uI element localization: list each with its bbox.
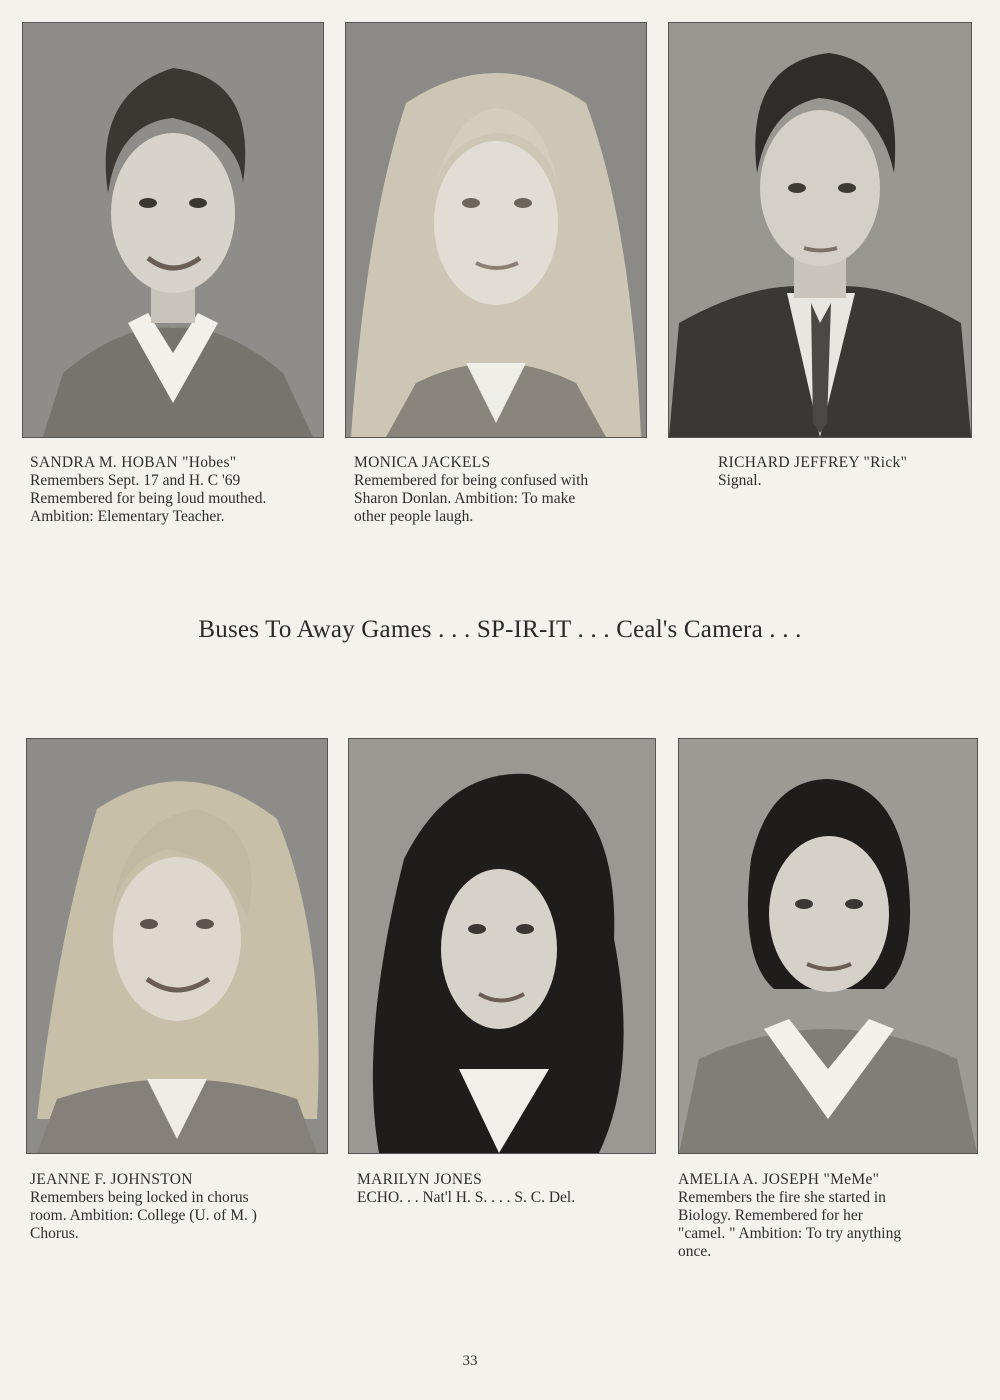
student-note: Remembered for being loud mouthed.	[30, 490, 267, 507]
page-banner: Buses To Away Games . . . SP-IR-IT . . . Ceal's Camera . . .	[198, 616, 802, 643]
student-note: Chorus.	[30, 1225, 79, 1242]
student-note: once.	[678, 1243, 712, 1260]
student-photo-joseph	[678, 738, 978, 1154]
caption-jackels	[354, 454, 588, 526]
student-note: Biology. Remembered for her	[678, 1207, 863, 1224]
student-photo-hoban	[22, 22, 324, 438]
caption-jones	[357, 1171, 575, 1207]
student-note: room. Ambition: College (U. of M. )	[30, 1207, 257, 1224]
student-note: Sharon Donlan. Ambition: To make	[354, 490, 576, 507]
student-name: JEANNE F. JOHNSTON	[30, 1171, 193, 1188]
student-note: Ambition: Elementary Teacher.	[30, 508, 225, 525]
student-note: Remembered for being confused with	[354, 472, 589, 489]
student-note: Remembers Sept. 17 and H. C '69	[30, 472, 241, 489]
student-name: MARILYN JONES	[357, 1171, 483, 1188]
student-note: Remembers the fire she started in	[678, 1189, 886, 1206]
student-note: other people laugh.	[354, 508, 474, 525]
caption-hoban	[30, 454, 266, 526]
student-name: AMELIA A. JOSEPH "MeMe"	[678, 1171, 880, 1188]
student-note: Signal.	[718, 472, 762, 489]
student-name: RICHARD JEFFREY "Rick"	[718, 454, 908, 471]
caption-johnston	[30, 1171, 257, 1243]
student-note: ECHO. . . Nat'l H. S. . . . S. C. Del.	[357, 1189, 576, 1206]
student-note: Remembers being locked in chorus	[30, 1189, 249, 1206]
caption-jeffrey	[718, 454, 907, 490]
caption-joseph	[678, 1171, 901, 1261]
student-photo-jones	[348, 738, 656, 1154]
student-photo-jackels	[345, 22, 647, 438]
student-name: SANDRA M. HOBAN "Hobes"	[30, 454, 237, 471]
student-photo-johnston	[26, 738, 328, 1154]
student-photo-jeffrey	[668, 22, 972, 438]
student-note: "camel. " Ambition: To try anything	[678, 1225, 902, 1242]
student-name: MONICA JACKELS	[354, 454, 491, 471]
page-number: 33	[462, 1353, 478, 1369]
